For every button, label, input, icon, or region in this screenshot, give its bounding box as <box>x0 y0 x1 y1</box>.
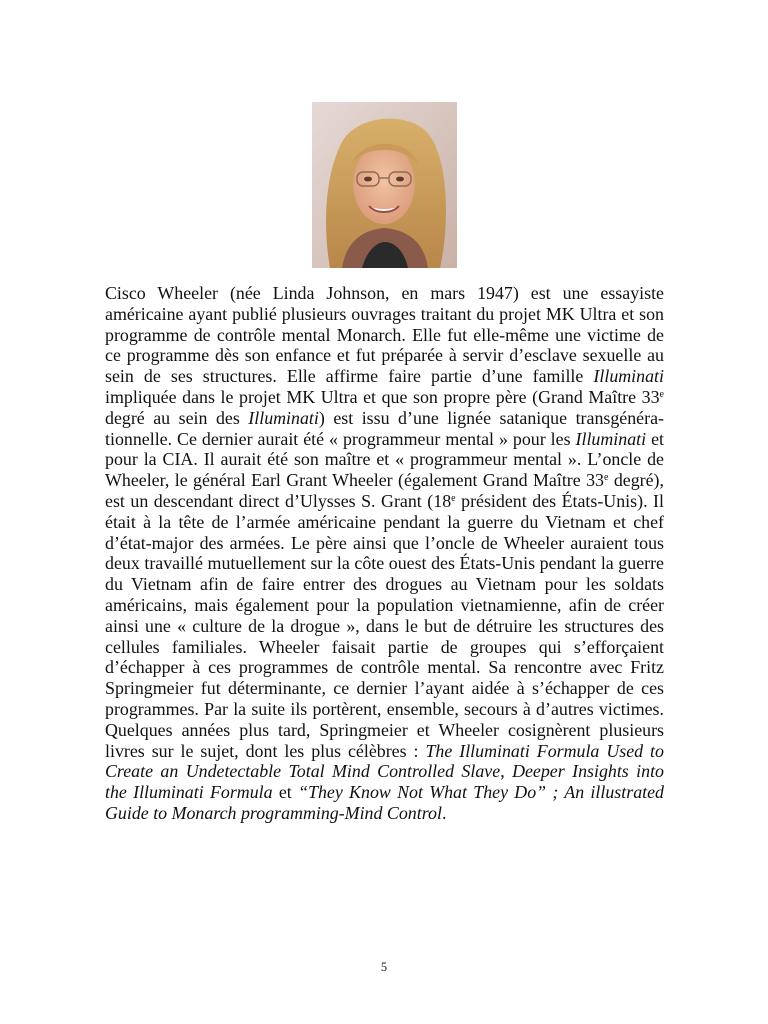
italic-illuminati-3: Illuminati <box>575 428 647 449</box>
page-number: 5 <box>380 960 388 974</box>
italic-illuminati-2: Illuminati <box>248 407 319 428</box>
italic-illuminati-1: Illuminati <box>593 366 664 387</box>
bio-text-2: impliquée dans le projet MK Ultra et que son propre père (Grand Maître 33 <box>105 386 660 407</box>
bio-text-6: degré), est un descendant direct d’Ulysses S. Grant (18 <box>105 470 664 511</box>
portrait-photo <box>312 102 457 268</box>
superscript-e-2: e <box>603 472 609 484</box>
superscript-e-1: e <box>659 388 664 400</box>
bio-text-7: président des États-Unis). Il était à la tête de l’armée américaine pendant la guerre du Vietnam et chef d’état-major des armées. Le père ainsi que l’oncle de Wheeler auraient tous deux travaillé mutuellement sur la côte ouest des États-Unis pendant la guerre du Vietnam afin de faire entrer des drogues au Vietnam pour les soldats américains, mais également pour la population vietnamienne, afin de créer ainsi une « culture de la drogue », dans le but de détruire les structures des cellules familiales. Wheeler faisait partie de groupes qui s’efforçaient d’échapper à ces programmes de contrôle mental. Sa rencontre avec Fritz Springmeier fut déterminante, ce dernier l’ayant aidée à s’échapper de ces programmes. Par la suite ils portèrent, ensemble, secours à d’autres victimes. Quelques années plus tard, Springmeier et Wheeler cosignèrent plusieurs livres sur le sujet, dont les plus célèbres : <box>105 490 664 761</box>
bio-text-10: . <box>441 802 447 823</box>
portrait-image <box>312 102 457 268</box>
bio-text-3: degré au sein des <box>105 407 249 428</box>
bio-text-8: , <box>500 761 513 782</box>
book-title-1: The Illuminati Formula Used to Create an Undetectable Total Mind Controlled Slave <box>105 740 664 782</box>
superscript-e-3: e <box>451 492 456 504</box>
book-title-2: Deeper Insights into the Illuminati Formula <box>105 761 664 803</box>
bio-text-5: et pour la CIA. Il aurait été son maître et « programmeur mental ». L’oncle de Wheeler, le général Earl Grant Wheeler (également Grand Maître 33 <box>105 428 664 491</box>
bio-text-9: et <box>272 782 299 803</box>
book-title-3: “They Know Not What They Do” ; An illustrated Guide to Monarch programming-Mind Control <box>105 782 664 823</box>
biography-paragraph <box>105 283 664 824</box>
bio-text-4: ) est issu d’une lignée satanique transgénérationnelle. Ce dernier aurait été « programmeur mental » pour les <box>105 407 664 449</box>
bio-text-1: Cisco Wheeler (née Linda Johnson, en mars 1947) est une essayiste américaine ayant publié plusieurs ouvrages traitant du projet MK Ultra et son programme de contrôle mental Monarch. Elle fut elle-même une victime de ce programme dès son enfance et fut préparée à servir d’esclave sexuelle au sein de ses structures. Elle affirme faire partie d’une famille <box>105 283 664 387</box>
